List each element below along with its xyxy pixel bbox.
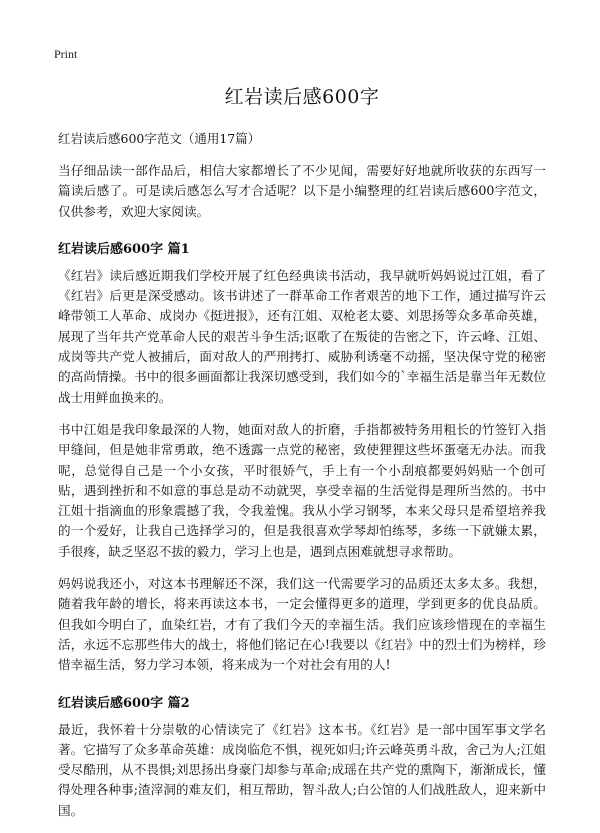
- page-title: 红岩读后感600字: [224, 86, 380, 108]
- section-1-paragraph-1: 《红岩》读后感近期我们学校开展了红色经典读书活动，我早就听妈妈说过江姐，看了《红岩》后更是深受感动。该书讲述了一群革命工作者艰苦的地下工作，通过描写许云峰带领工人革命、成岗办《挺进报》，还有江姐、双枪老太婆、刘思扬等众多革命英雄，展现了当年共产党革命人民的艰苦斗争生活;讴歌了在叛徒的告密之下，许云峰、江姐、成岗等共产党人被捕后，面对敌人的严刑拷打、威胁利诱毫不动摇，坚决保守党的秘密的高尚情操。书中的很多画面都让我深切感受到，我们如今的`幸福生活是靠当年无数位战士用鲜血换来的。: [58, 267, 546, 405]
- section-1-paragraph-3: 妈妈说我还小，对这本书理解还不深，我们这一代需要学习的品质还太多太多。我想，随着我年龄的增长，将来再读这本书，一定会懂得更多的道理，学到更多的优良品质。但我如今明白了，血染红岩，才有了我们今天的幸福生活。我们应该珍惜现在的幸福生活，永远不忘那些伟大的战士，将他们铭记在心!我要以《红岩》中的烈士们为榜样，珍惜幸福生活，努力学习本领，将来成为一个对社会有用的人!: [58, 576, 546, 673]
- intro-paragraph: 当仔细品读一部作品后，相信大家都增长了不少见闻，需要好好地就所收获的东西写一篇读后感了。可是读后感怎么写才合适呢？以下是小编整理的红岩读后感600字范文，仅供参考，欢迎大家阅读。: [58, 163, 546, 219]
- section-2-paragraph-1: 最近，我怀着十分崇敬的心情读完了《红岩》这本书。《红岩》是一部中国军事文学名著。它描写了众多革命英雄：成岗临危不惧，视死如归;许云峰英勇斗敌，舍己为人;江姐受尽酷刑，从不畏惧;刘思扬出身豪门却参与革命;成瑶在共产党的熏陶下，渐渐成长，懂得处理各种事;渣滓洞的难友们，相互帮助，智斗敌人;白公馆的人们战胜敌人，迎来新中国。: [58, 721, 546, 818]
- print-link[interactable]: Print: [54, 47, 78, 61]
- article: [58, 82, 546, 833]
- section-1-paragraph-2: 书中江姐是我印象最深的人物，她面对敌人的折磨，手指都被特务用粗长的竹签钉入指甲缝间，但是她非常勇敢，绝不透露一点党的秘密，致使狸狸这些坏蛋毫无办法。而我呢，总觉得自己是一个小女孩，平时很娇气，手上有一个小刮痕都要妈妈贴一个创可贴，遇到挫折和不如意的事总是动不动就哭，享受幸福的生活觉得是理所当然的。书中江姐十指滴血的形象震撼了我，令我羞愧。我从小学习钢琴，本来父母只是希望培养我的一个爱好，让我自己选择学习的，但是我很喜欢学琴却怕练琴，多练一下就嫌太累，手很疼，缺乏坚忍不拔的毅力，学习上也是，遇到点困难就想寻求帮助。: [58, 421, 546, 559]
- article-subtitle: 红岩读后感600字范文（通用17篇）: [58, 131, 261, 146]
- section-heading-2: 红岩读后感600字 篇2: [58, 695, 190, 711]
- section-heading-1: 红岩读后感600字 篇1: [58, 241, 190, 257]
